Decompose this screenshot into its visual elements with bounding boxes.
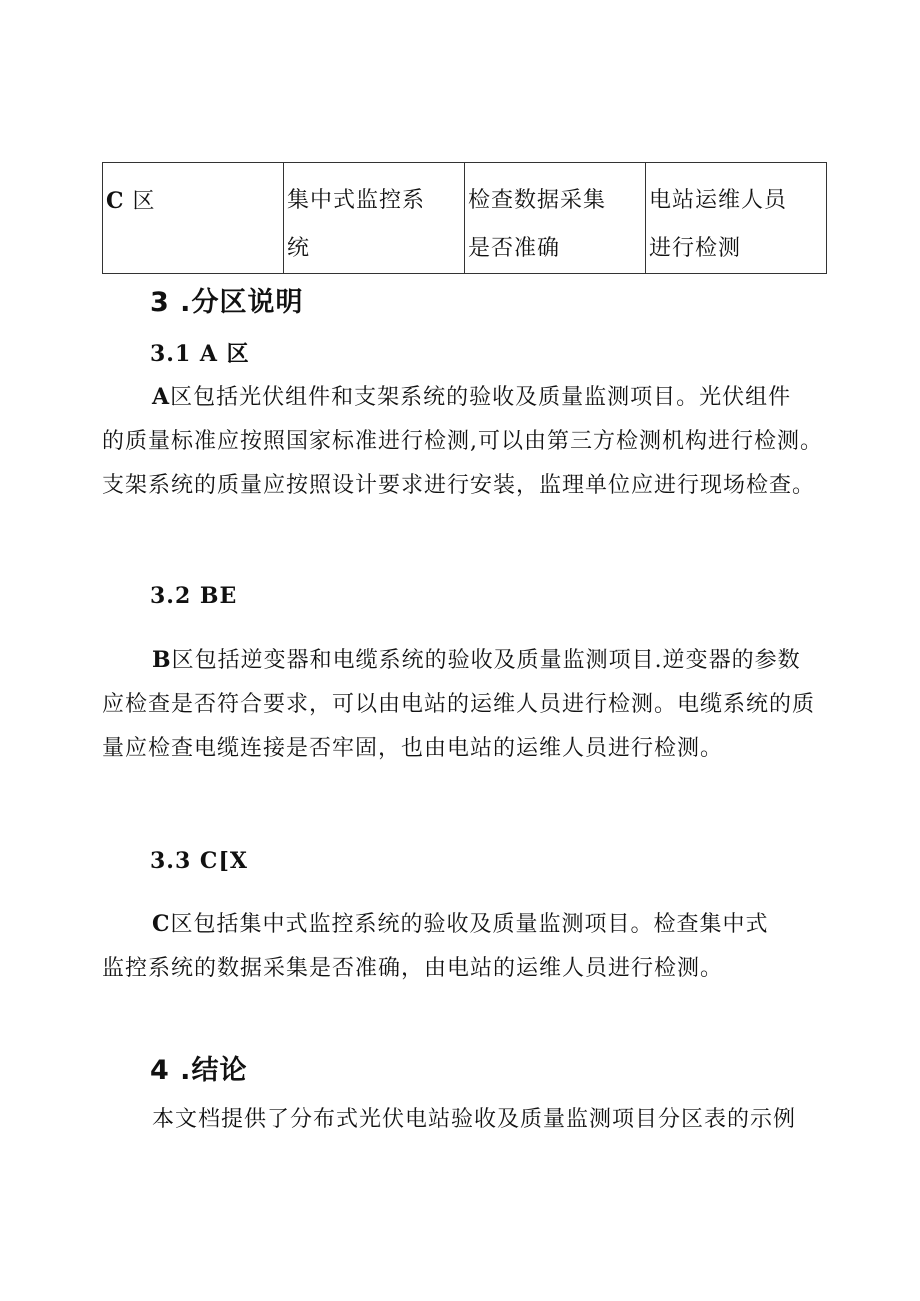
inspector-line-2: 进行检测 <box>649 236 742 261</box>
paragraph-line: 区包括逆变器和电缆系统的验收及质量监测项目.逆变器的参数 <box>171 648 801 673</box>
section-3-3-heading: 3.3 C[X <box>150 848 248 874</box>
section-3-3-paragraph <box>102 902 832 991</box>
section-3-2-paragraph <box>102 638 832 771</box>
check-line-2: 是否准确 <box>468 236 561 261</box>
paragraph-line: 本文档提供了分布式光伏电站验收及质量监测项目分区表的示例 <box>152 1107 797 1132</box>
section-3-heading: 3 .分区说明 <box>150 287 304 318</box>
section-3-2-heading: 3.2 BE <box>150 583 238 609</box>
section-4-heading: 4 .结论 <box>150 1055 248 1086</box>
paragraph-line: 支架系统的质量应按照设计要求进行安装，监理单位应进行现场检查。 <box>102 473 816 498</box>
section-4-paragraph <box>102 1098 832 1142</box>
paragraph-lead-a: A <box>152 384 171 410</box>
zone-letter: C <box>106 188 125 214</box>
paragraph-line: 区包括集中式监控系统的验收及质量监测项目。检查集中式 <box>170 912 769 937</box>
system-line-2: 统 <box>287 236 311 261</box>
check-line-1: 检查数据采集 <box>468 188 607 213</box>
paragraph-line: 应检查是否符合要求，可以由电站的运维人员进行检测。电缆系统的质 <box>102 692 816 717</box>
paragraph-line: 区包括光伏组件和支架系统的验收及质量监测项目。光伏组件 <box>170 385 792 410</box>
paragraph-line: 监控系统的数据采集是否准确，由电站的运维人员进行检测。 <box>102 956 724 981</box>
paragraph-line: 量应检查电缆连接是否牢固，也由电站的运维人员进行检测。 <box>102 736 724 761</box>
section-3-1-heading: 3.1 A 区 <box>150 341 250 367</box>
table-row <box>103 163 827 274</box>
check-cell <box>465 163 646 274</box>
section-3-1-paragraph <box>102 375 832 508</box>
inspector-cell <box>646 163 827 274</box>
paragraph-line: 的质量标准应按照国家标准进行检测,可以由第三方检测机构进行检测。 <box>102 429 823 454</box>
zone-cell <box>103 163 284 274</box>
paragraph-lead-b: B <box>152 647 172 673</box>
system-cell <box>284 163 465 274</box>
inspector-line-1: 电站运维人员 <box>649 188 788 213</box>
zone-table <box>102 162 827 274</box>
system-line-1: 集中式监控系 <box>287 188 426 213</box>
paragraph-lead-c: C <box>152 911 171 937</box>
zone-suffix: 区 <box>132 189 156 214</box>
